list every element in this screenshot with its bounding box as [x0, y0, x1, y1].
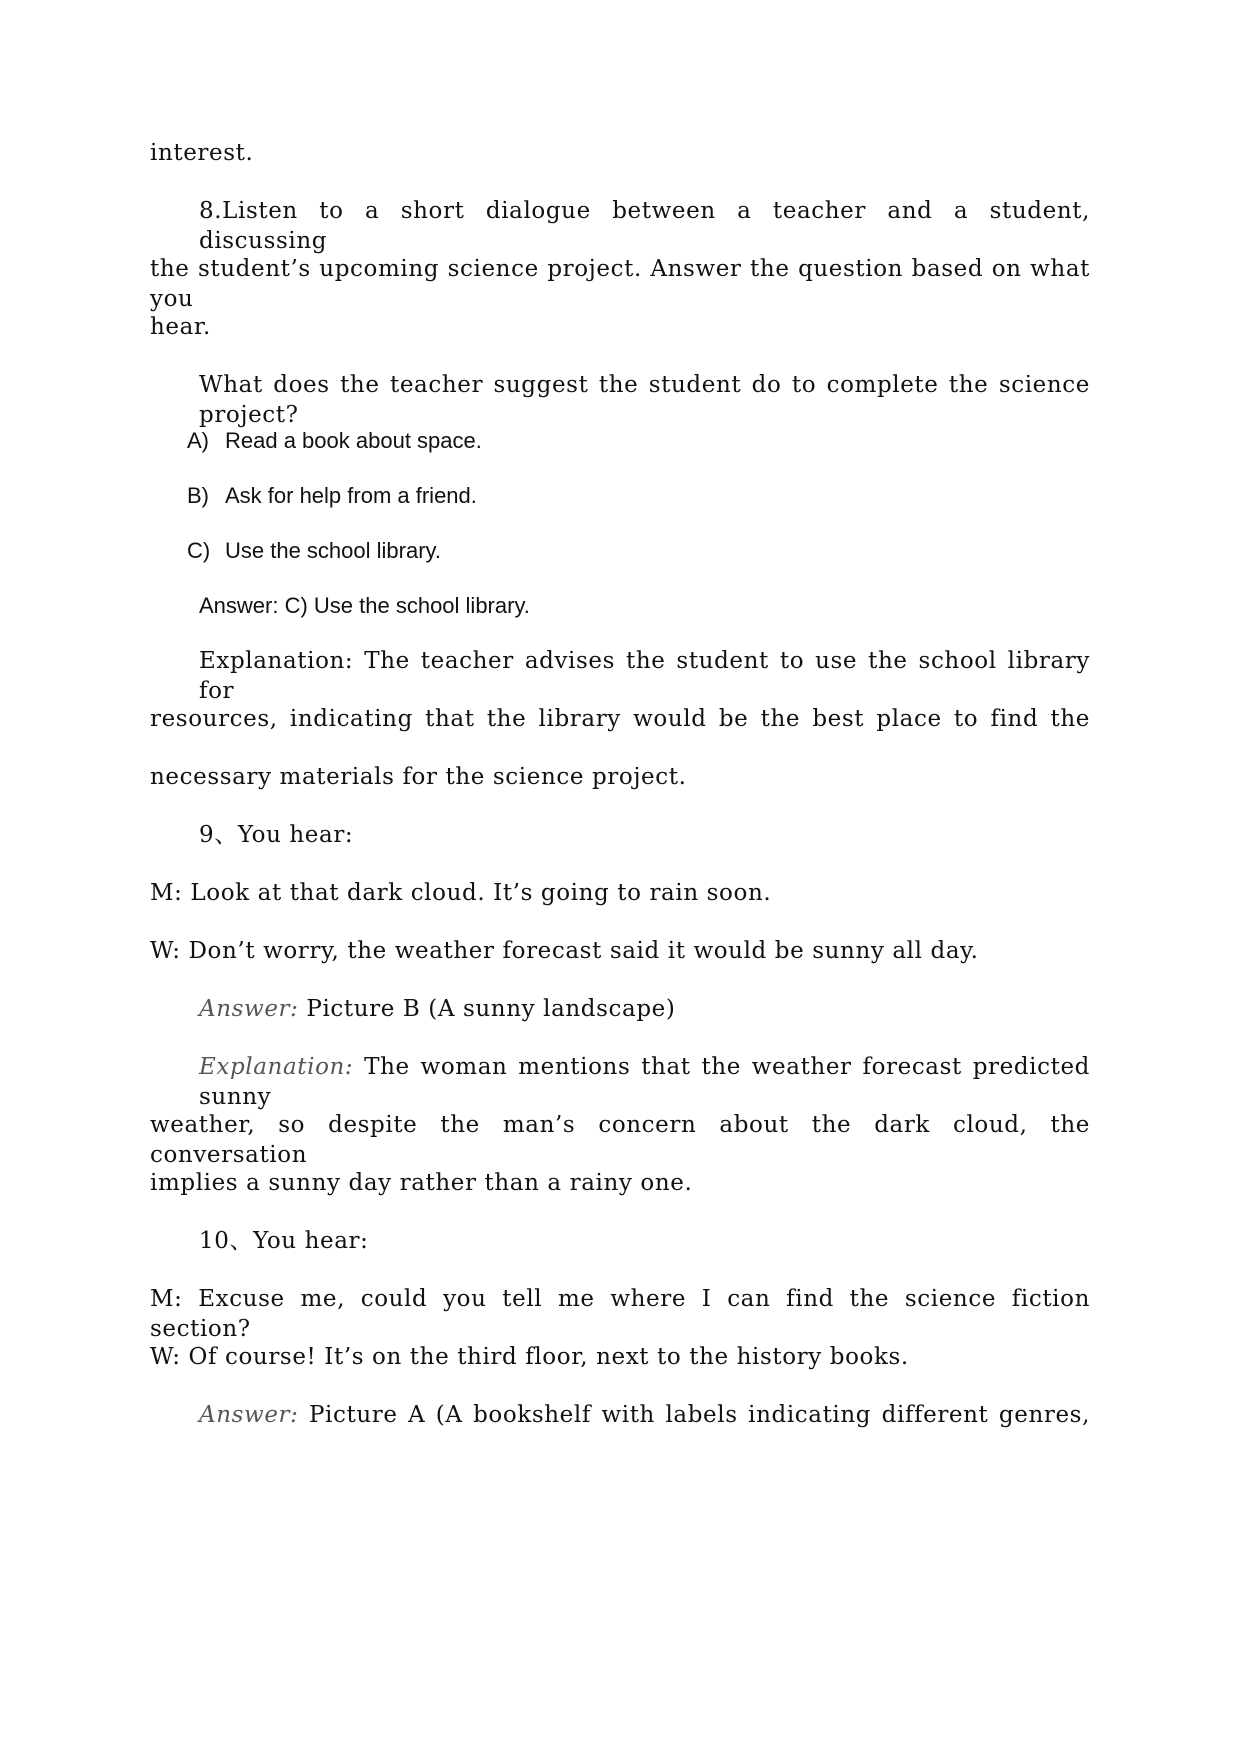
explanation-9 [199, 1052, 1090, 1110]
dialogue-line-m: M: Look at that dark cloud. It’s going to rain soon. [150, 880, 772, 906]
dialogue-line-m: M: Excuse me, could you tell me where I can find the science fiction section? [150, 1286, 1090, 1342]
option-text: Read a book about space. [225, 428, 482, 453]
paragraph-line: weather, so despite the man’s concern about the dark cloud, the conversation [150, 1112, 1090, 1168]
question-8-text: What does the teacher suggest the student do to complete the science project? [199, 372, 1090, 428]
answer-8: Answer: C) Use the school library. [199, 593, 530, 618]
dialogue-line-w: W: Don’t worry, the weather forecast said it would be sunny all day. [150, 938, 979, 964]
option-letter: C) [187, 538, 211, 563]
dialogue-line-w: W: Of course! It’s on the third floor, next to the history books. [150, 1344, 909, 1370]
paragraph-line: necessary materials for the science project. [150, 764, 687, 790]
explanation-8: Explanation: The teacher advises the student to use the school library for [199, 648, 1090, 704]
paragraph-line: implies a sunny day rather than a rainy one. [150, 1170, 693, 1196]
paragraph-line: interest. [150, 140, 254, 166]
answer-label: Answer: [199, 1402, 299, 1428]
answer-label: Answer: [199, 996, 299, 1022]
explanation-label: Explanation: [199, 1054, 354, 1080]
paragraph-line: resources, indicating that the library would be the best place to find the [150, 706, 1090, 732]
answer-text: Picture B (A sunny landscape) [306, 996, 676, 1022]
option-text: Use the school library. [225, 538, 442, 563]
paragraph-line: the student’s upcoming science project. Answer the question based on what you [150, 256, 1090, 312]
answer-9 [199, 994, 1139, 1024]
question-10-heading: 10、You hear: [199, 1228, 369, 1254]
option-letter: B) [187, 483, 209, 508]
question-8-prompt: 8.Listen to a short dialogue between a teacher and a student, discussing [199, 198, 1090, 254]
question-9-heading: 9、You hear: [199, 822, 354, 848]
option-text: Ask for help from a friend. [225, 483, 477, 508]
paragraph-line: hear. [150, 314, 211, 340]
option-letter: A) [187, 428, 209, 453]
answer-text: Picture A (A bookshelf with labels indicating different genres, [308, 1402, 1090, 1428]
answer-10 [199, 1400, 1090, 1430]
explanation-text: The woman mentions that the weather forecast predicted sunny [199, 1054, 1090, 1110]
